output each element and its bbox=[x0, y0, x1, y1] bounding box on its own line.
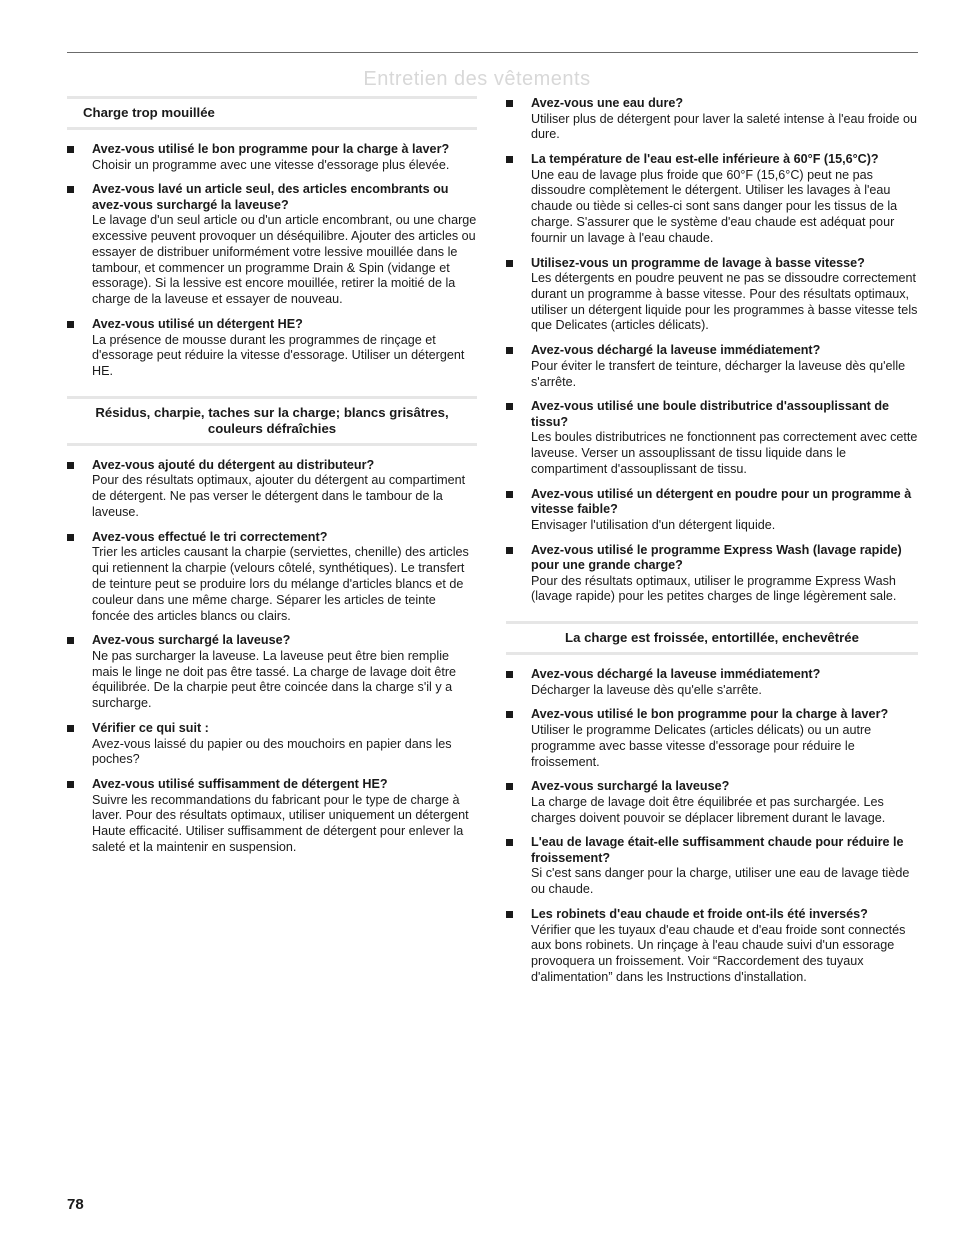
bullet-icon bbox=[67, 637, 74, 644]
top-rule bbox=[67, 52, 918, 53]
bullet-icon bbox=[67, 186, 74, 193]
bullet-icon bbox=[67, 146, 74, 153]
list-item: Les robinets d'eau chaude et froide ont-ils été inversés? Vérifier que les tuyaux d'eau chaude et d'eau froide sont connectés aux bons robinets. Un rinçage à l'eau chaude suivi d'un essorage provoquera un froissement. Voir “Raccordement des tuyaux d'alimentation” dans les Instructions d'installation. bbox=[506, 907, 918, 986]
bullet-icon bbox=[506, 403, 513, 410]
bullet-icon bbox=[506, 547, 513, 554]
list-item: Avez-vous utilisé un détergent HE? La présence de mousse durant les programmes de rinçage et d'essorage peut réduire la vitesse d'essorage. Utiliser un détergent HE. bbox=[67, 317, 477, 380]
list-item: Utilisez-vous un programme de lavage à basse vitesse? Les détergents en poudre peuvent ne pas se dissoudre correctement durant un programme à basse vitesse. Pour des résultats optimaux, utiliser un détergent liquide pour les programmes à basse vitesse tels que Delicates (articles délicats). bbox=[506, 256, 918, 335]
bullet-icon bbox=[506, 783, 513, 790]
bullet-icon bbox=[506, 347, 513, 354]
bullet-icon bbox=[67, 462, 74, 469]
list-item: Avez-vous utilisé le bon programme pour la charge à laver? Utiliser le programme Delicates (articles délicats) ou un autre programme avec basse vitesse d'essorage pour réduire le froissement. bbox=[506, 707, 918, 770]
list-item: Avez-vous surchargé la laveuse? La charge de lavage doit être équilibrée et pas surchargée. Les charges doivent pouvoir se déplacer librement durant le lavage. bbox=[506, 779, 918, 826]
section-heading-wrinkled: La charge est froissée, entortillée, enchevêtrée bbox=[506, 621, 918, 655]
bullet-icon bbox=[506, 491, 513, 498]
bullet-icon bbox=[67, 534, 74, 541]
list-item: Avez-vous une eau dure? Utiliser plus de détergent pour laver la saleté intense à l'eau froide ou dure. bbox=[506, 96, 918, 143]
bullet-icon bbox=[67, 781, 74, 788]
right-column bbox=[506, 96, 918, 1002]
list-item: Vérifier ce qui suit : Avez-vous laissé du papier ou des mouchoirs en papier dans les poches? bbox=[67, 721, 477, 768]
section-heading-wet-load: Charge trop mouillée bbox=[67, 96, 477, 130]
list-item: Avez-vous utilisé le programme Express Wash (lavage rapide) pour une grande charge? Pour des résultats optimaux, utiliser le programme Express Wash (lavage rapide) pour les petites charges de linge légèrement sale. bbox=[506, 543, 918, 606]
list-residue bbox=[67, 458, 477, 856]
left-column bbox=[67, 96, 477, 872]
list-item: Avez-vous effectué le tri correctement? Trier les articles causant la charpie (serviettes, chenille) des articles qui retiennent la charpie (velours côtelé, synthétiques). Le transfert de teinture peut se produire lors du mélange d'articles blancs et de couleur dans une même charge. Séparer les articles de teinte foncée des articles blancs ou clairs. bbox=[67, 530, 477, 624]
list-item: Avez-vous utilisé une boule distributrice d'assouplissant de tissu? Les boules distributrices ne fonctionnent pas correctement avec cette laveuse. Verser un assouplissant de tissu liquide dans le compartiment d'assouplissant de tissu. bbox=[506, 399, 918, 477]
list-wrinkled bbox=[506, 667, 918, 986]
list-item: Avez-vous ajouté du détergent au distributeur? Pour des résultats optimaux, ajouter du détergent au compartiment de détergent. Ne pas verser le détergent dans le tambour de la laveuse. bbox=[67, 458, 477, 521]
bullet-icon bbox=[506, 156, 513, 163]
section-heading-residue: Résidus, charpie, taches sur la charge; blancs grisâtres, couleurs défraîchies bbox=[67, 396, 477, 446]
page-number: 78 bbox=[67, 1196, 84, 1213]
page-title: Entretien des vêtements bbox=[363, 68, 591, 90]
bullet-icon bbox=[506, 839, 513, 846]
bullet-icon bbox=[67, 321, 74, 328]
list-item: Avez-vous utilisé le bon programme pour la charge à laver? Choisir un programme avec une vitesse d'essorage plus élevée. bbox=[67, 142, 477, 173]
bullet-icon bbox=[506, 671, 513, 678]
list-item: Avez-vous lavé un article seul, des articles encombrants ou avez-vous surchargé la laveuse? Le lavage d'un seul article ou d'un article encombrant, ou une charge excessive peuvent provoquer un déséquilibre. Ajouter des articles ou essayer de distribuer uniformément votre lessive mouillée dans le tambour, et commencer un programme Drain & Spin (vidange et essorage). Si la lessive est encore mouillée, retirer la moitié de la charge de la laveuse et essayer de nouveau. bbox=[67, 182, 477, 308]
bullet-icon bbox=[506, 100, 513, 107]
list-wet-load bbox=[67, 142, 477, 380]
list-item: Avez-vous déchargé la laveuse immédiatement? Pour éviter le transfert de teinture, décharger la laveuse dès qu'elle s'arrête. bbox=[506, 343, 918, 390]
list-residue-continued bbox=[506, 96, 918, 605]
list-item: Avez-vous déchargé la laveuse immédiatement? Décharger la laveuse dès qu'elle s'arrête. bbox=[506, 667, 918, 698]
list-item: Avez-vous surchargé la laveuse? Ne pas surcharger la laveuse. La laveuse peut être bien remplie mais le linge ne doit pas être tassé. La charge de lavage doit être équilibrée. De la charpie peut être coincée dans la charge s'il y a surcharge. bbox=[67, 633, 477, 712]
list-item: Avez-vous utilisé suffisamment de détergent HE? Suivre les recommandations du fabricant pour le type de charge à laver. Pour des résultats optimaux, utiliser uniquement un détergent Haute efficacité. Utiliser suffisamment de détergent pour enlever la saleté et la maintenir en suspension. bbox=[67, 777, 477, 856]
bullet-icon bbox=[506, 911, 513, 918]
bullet-icon bbox=[506, 711, 513, 718]
bullet-icon bbox=[67, 725, 74, 732]
list-item: La température de l'eau est-elle inférieure à 60°F (15,6°C)? Une eau de lavage plus froide que 60°F (15,6°C) peut ne pas dissoudre complètement le détergent. Utiliser les lavages à l'eau chaude ou tiède si celles-ci sont sans danger pour les tissus de la charge. S'assurer que le système d'eau chaude est adéquat pour fournir un lavage à l'eau chaude. bbox=[506, 152, 918, 246]
list-item: L'eau de lavage était-elle suffisamment chaude pour réduire le froissement? Si c'est sans danger pour la charge, utiliser une eau de lavage tiède ou chaude. bbox=[506, 835, 918, 898]
list-item: Avez-vous utilisé un détergent en poudre pour un programme à vitesse faible? Envisager l'utilisation d'un détergent liquide. bbox=[506, 487, 918, 534]
bullet-icon bbox=[506, 260, 513, 267]
